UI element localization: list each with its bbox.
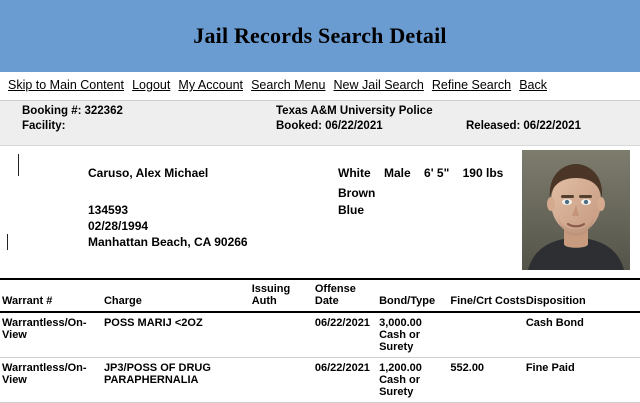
booked-value: 06/22/2021 — [325, 120, 383, 132]
cell-charge: JP3/POSS OF DRUG PARAPHERNALIA — [104, 358, 252, 403]
cell-disposition: Cash Bond — [526, 312, 640, 358]
booking-number-line — [22, 105, 123, 117]
inmate-mugshot — [522, 150, 630, 270]
agency-name — [276, 105, 433, 117]
cell-bond-type: 1,200.00 Cash or Surety — [379, 358, 450, 403]
detail-left-marker — [18, 154, 19, 176]
column-header-fine-court-costs: Fine/Crt Costs — [450, 280, 525, 312]
navigation-bar — [0, 72, 640, 101]
nav-link-new-jail-search[interactable]: New Jail Search — [333, 78, 424, 92]
cell-disposition: Fine Paid — [526, 358, 640, 403]
facility-label: Facility: — [22, 120, 66, 132]
cell-bond-type: 3,000.00 Cash or Surety — [379, 312, 450, 358]
inmate-height: 6' 5" — [424, 166, 450, 180]
cell-fine-court-costs — [450, 312, 525, 358]
column-header-disposition: Disposition — [526, 280, 640, 312]
cell-warrant: Warrantless/On-View — [0, 312, 104, 358]
cell-offense-date: 06/22/2021 — [315, 312, 379, 358]
booking-number-label: Booking #: — [22, 105, 82, 117]
warrants-table — [0, 280, 640, 403]
column-header-bond-type: Bond/Type — [379, 280, 450, 312]
nav-link-back[interactable]: Back — [519, 78, 547, 92]
nav-link-my-account[interactable]: My Account — [178, 78, 244, 92]
released-label: Released: — [466, 120, 521, 132]
inmate-race: White — [338, 166, 371, 180]
inmate-weight: 190 lbs — [462, 166, 504, 180]
column-header-offense-date: Offense Date — [315, 280, 379, 312]
table-row — [0, 358, 640, 403]
inmate-physical-description — [338, 166, 513, 180]
inmate-name: Caruso, Alex Michael — [88, 166, 209, 180]
agency-value: Texas A&M University Police — [276, 105, 433, 117]
booked-date-line — [276, 120, 383, 132]
nav-link-skip-to-main-content[interactable]: Skip to Main Content — [8, 78, 125, 92]
cell-offense-date: 06/22/2021 — [315, 358, 379, 403]
column-header-issuing-auth: Issuing Auth — [252, 280, 315, 312]
page-banner — [0, 0, 640, 72]
booked-label: Booked: — [276, 120, 322, 132]
column-header-warrant: Warrant # — [0, 280, 104, 312]
table-header-row — [0, 280, 640, 312]
booking-info-band — [0, 101, 640, 146]
inmate-id-number: 134593 — [88, 203, 129, 217]
booking-number-value: 322362 — [84, 105, 123, 117]
facility-line — [22, 120, 65, 132]
nav-link-search-menu[interactable]: Search Menu — [251, 78, 326, 92]
cell-charge: POSS MARIJ <2OZ — [104, 312, 252, 358]
inmate-detail-section — [0, 146, 640, 280]
cell-issuing-auth — [252, 312, 315, 358]
released-date-line — [466, 120, 581, 132]
cell-warrant: Warrantless/On-View — [0, 358, 104, 403]
nav-link-logout[interactable]: Logout — [132, 78, 171, 92]
page-title: Jail Records Search Detail — [193, 23, 447, 48]
detail-left-marker-secondary — [7, 234, 8, 250]
cell-issuing-auth — [252, 358, 315, 403]
inmate-date-of-birth: 02/28/1994 — [88, 219, 149, 233]
inmate-hair-color: Brown — [338, 186, 376, 200]
cell-fine-court-costs: 552.00 — [450, 358, 525, 403]
column-header-charge: Charge — [104, 280, 252, 312]
inmate-address: Manhattan Beach, CA 90266 — [88, 235, 248, 249]
inmate-sex: Male — [384, 166, 411, 180]
nav-link-refine-search[interactable]: Refine Search — [431, 78, 512, 92]
inmate-eye-color: Blue — [338, 203, 365, 217]
table-row — [0, 312, 640, 358]
released-value: 06/22/2021 — [523, 120, 581, 132]
mugshot-image — [522, 150, 630, 270]
